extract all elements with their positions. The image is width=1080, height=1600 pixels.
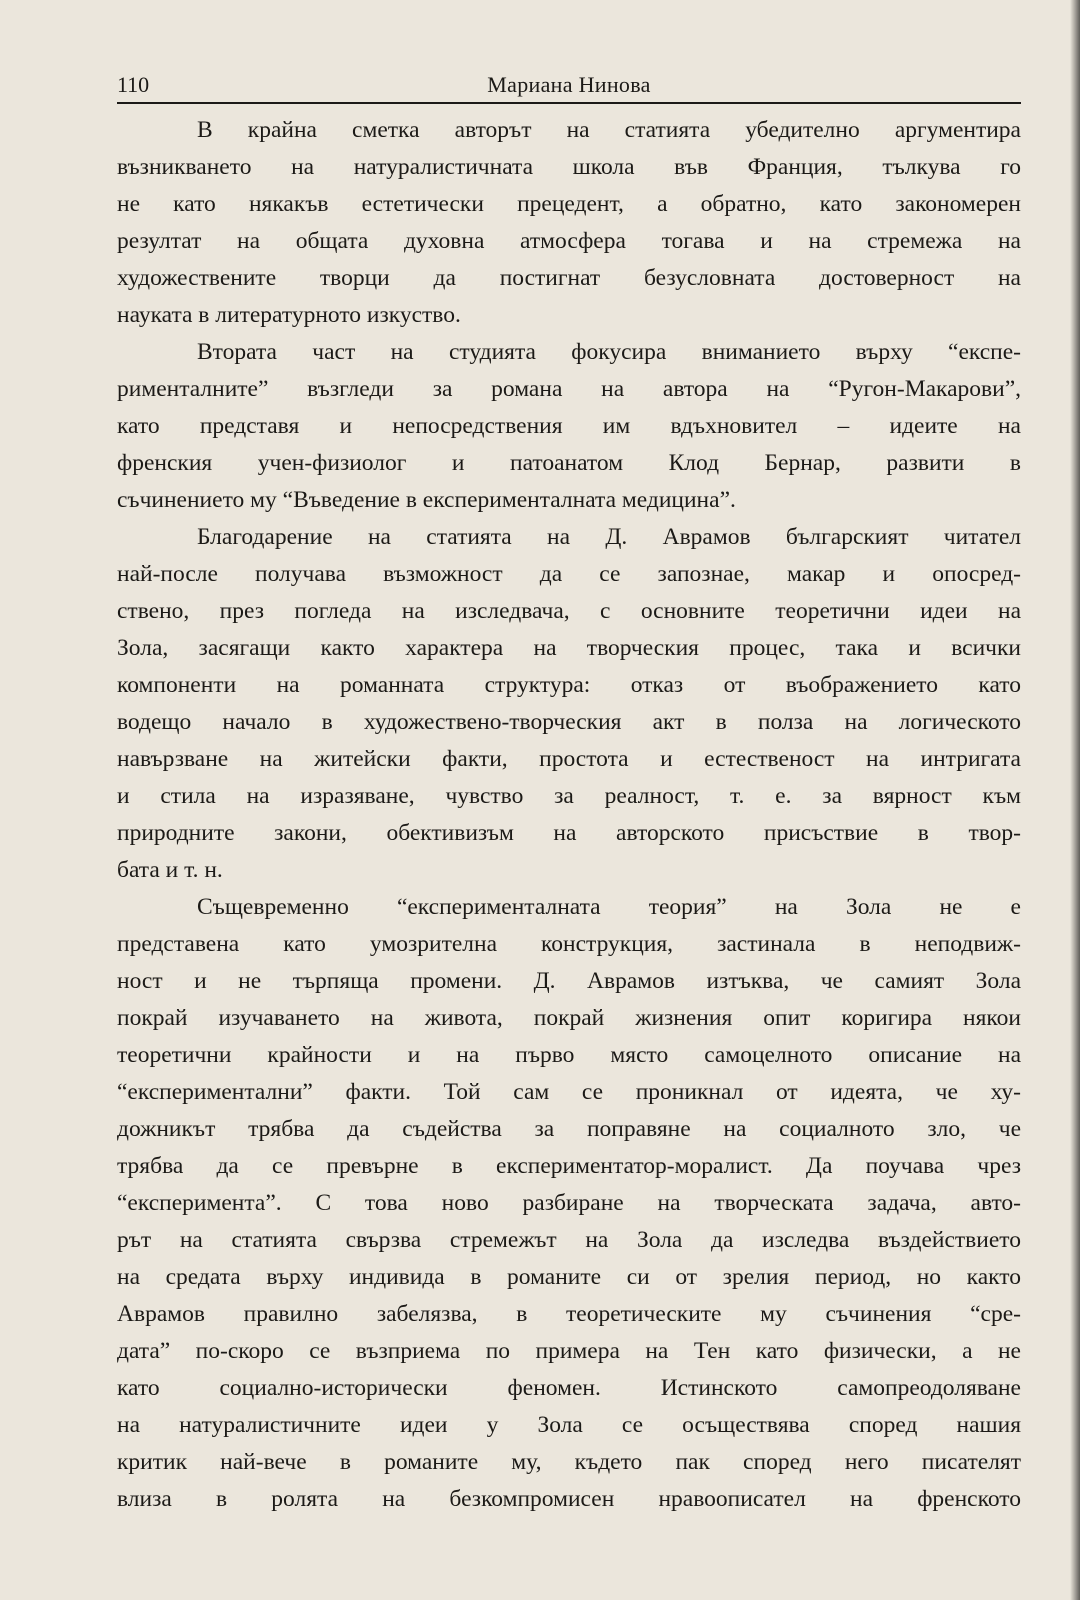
page-number: 110	[117, 72, 150, 97]
text-line: на натуралистичните идеи у Зола се осъществява според нашия	[117, 1412, 1021, 1438]
text-line: науката в литературното изкуство.	[117, 302, 461, 328]
text-line: художествените творци да постигнат безусловната достоверност на	[117, 265, 1021, 291]
text-line: представена като умозрителна конструкция, застинала в неподвиж-	[117, 931, 1021, 957]
body-text	[117, 112, 1021, 1518]
page-header	[117, 72, 1021, 104]
text-line: рименталните” възгледи за романа на автора на “Ругон-Макарови”,	[117, 376, 1021, 402]
text-line: влиза в ролята на безкомпромисен нравоописател на френското	[117, 1486, 1021, 1512]
text-line: трябва да се превърне в експериментатор-моралист. Да поучава чрез	[117, 1153, 1021, 1179]
text-line: на средата върху индивида в романите си от зрелия период, но както	[117, 1264, 1021, 1290]
text-line: и стила на изразяване, чувство за реалност, т. е. за вярност към	[117, 783, 1021, 809]
text-line: навързване на житейски факти, простота и естественост на интригата	[117, 746, 1021, 772]
text-line: покрай изучаването на живота, покрай жизнения опит коригира някои	[117, 1005, 1021, 1031]
text-line: френския учен-физиолог и патоанатом Клод Бернар, развити в	[117, 450, 1021, 476]
text-line: ствено, през погледа на изследвача, с основните теоретични идеи на	[117, 598, 1021, 624]
text-line: като представя и непосредствения им вдъхновител – идеите на	[117, 413, 1021, 439]
text-line: най-после получава възможност да се запознае, макар и опосред-	[117, 561, 1021, 587]
text-line: Същевременно “експерименталната теория” на Зола не е	[197, 894, 1021, 920]
text-line: “експеримента”. С това ново разбиране на творческата задача, авто-	[117, 1190, 1021, 1216]
text-line: “експериментални” факти. Той сам се проникнал от идеята, че ху-	[117, 1079, 1021, 1105]
text-line: критик най-вече в романите му, където пак според него писателят	[117, 1449, 1021, 1475]
text-line: не като някакъв естетически прецедент, а обратно, като закономерен	[117, 191, 1021, 217]
running-head-author: Мариана Нинова	[487, 72, 651, 97]
text-line: природните закони, обективизъм на авторското присъствие в твор-	[117, 820, 1021, 846]
text-line: ност и не търпяща промени. Д. Аврамов изтъква, че самият Зола	[117, 968, 1021, 994]
text-line: дожникът трябва да съдейства за поправяне на социалното зло, че	[117, 1116, 1021, 1142]
text-line: дата” по-скоро се възприема по примера на Тен като физически, а не	[117, 1338, 1021, 1364]
text-line: съчинението му “Въведение в експерименталната медицина”.	[117, 487, 736, 513]
page-edge-shadow	[1070, 0, 1080, 1600]
text-line: като социално-исторически феномен. Истинското самопреодоляване	[117, 1375, 1021, 1401]
text-line: Зола, засягащи както характера на творческия процес, така и всички	[117, 635, 1021, 661]
text-line: В крайна сметка авторът на статията убедително аргументира	[197, 117, 1021, 143]
text-line: водещо начало в художествено-творческия акт в полза на логическото	[117, 709, 1021, 735]
text-line: теоретични крайности и на първо място самоцелното описание на	[117, 1042, 1021, 1068]
text-line: бата и т. н.	[117, 857, 223, 883]
text-line: резултат на общата духовна атмосфера тогава и на стремежа на	[117, 228, 1021, 254]
text-line: Аврамов правилно забелязва, в теоретическите му съчинения “сре-	[117, 1301, 1021, 1327]
text-line: Благодарение на статията на Д. Аврамов българският читател	[197, 524, 1021, 550]
text-line: рът на статията свързва стремежът на Зола да изследва въздействието	[117, 1227, 1021, 1253]
text-line: възникването на натуралистичната школа във Франция, тълкува го	[117, 154, 1021, 180]
text-line: компоненти на романната структура: отказ от въображението като	[117, 672, 1021, 698]
text-line: Втората част на студията фокусира вниманието върху “експе-	[197, 339, 1021, 365]
